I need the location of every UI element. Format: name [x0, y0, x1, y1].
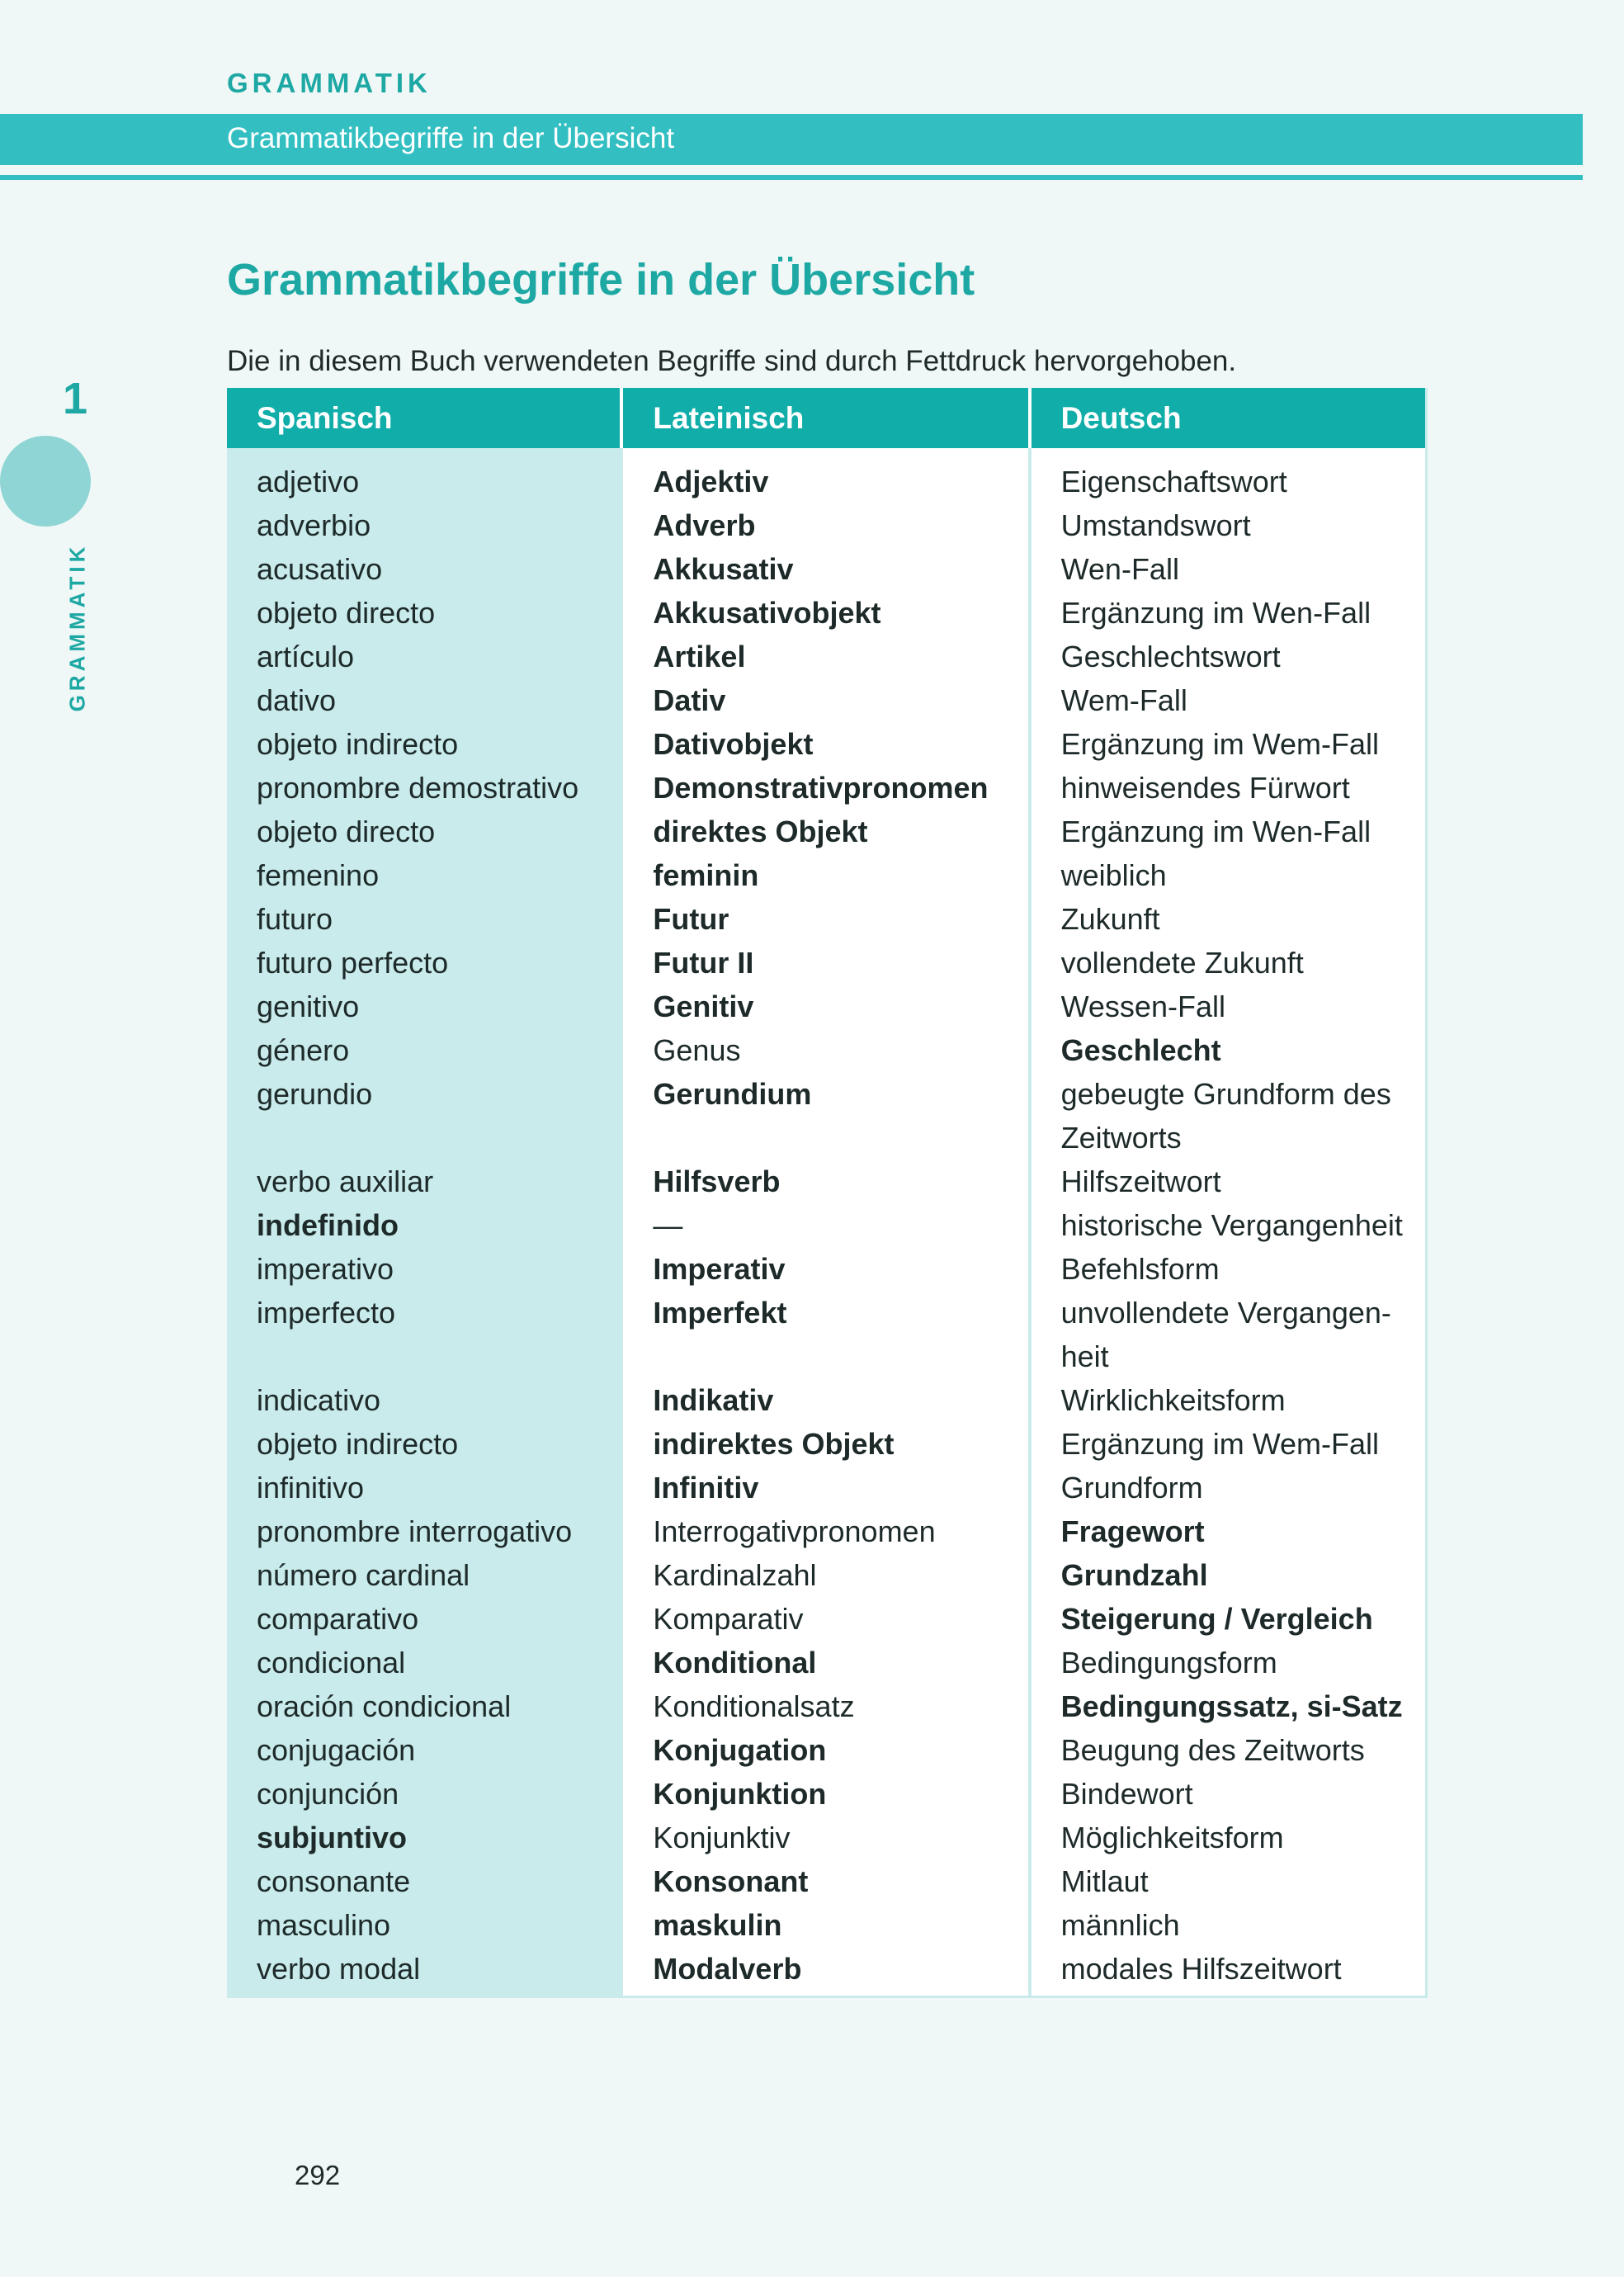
- intro-text: Die in diesem Buch verwendeten Begriffe sind durch Fettdruck hervorgehoben.: [227, 345, 1237, 377]
- cell-spanish: gerundio: [227, 1072, 621, 1160]
- cell-spanish: subjuntivo: [227, 1816, 621, 1859]
- cell-german: weiblich: [1030, 853, 1427, 897]
- cell-german: Bedingungsform: [1030, 1641, 1427, 1684]
- cell-latin: Dativobjekt: [621, 722, 1029, 766]
- cell-german: Eigenschaftswort: [1030, 448, 1427, 503]
- cell-latin: Konjunktion: [621, 1772, 1029, 1816]
- cell-spanish: conjugación: [227, 1728, 621, 1772]
- cell-latin: Hilfsverb: [621, 1160, 1029, 1203]
- cell-german: historische Vergangenheit: [1030, 1203, 1427, 1247]
- cell-spanish: imperfecto: [227, 1291, 621, 1378]
- cell-latin: Indikativ: [621, 1378, 1029, 1422]
- cell-spanish: futuro: [227, 897, 621, 941]
- table-row: [227, 1553, 1427, 1597]
- cell-spanish: infinitivo: [227, 1466, 621, 1509]
- cell-spanish: futuro perfecto: [227, 941, 621, 985]
- cell-spanish: adjetivo: [227, 448, 621, 503]
- chapter-number: 1: [63, 374, 88, 423]
- cell-latin: Futur II: [621, 941, 1029, 985]
- cell-german: Wem-Fall: [1030, 678, 1427, 722]
- cell-latin: Demonstrativpronomen: [621, 766, 1029, 810]
- cell-spanish: adverbio: [227, 503, 621, 547]
- cell-german: hinweisendes Fürwort: [1030, 766, 1427, 810]
- table-body: [227, 448, 1427, 1997]
- cell-german: Bindewort: [1030, 1772, 1427, 1816]
- cell-latin: Genus: [621, 1028, 1029, 1072]
- cell-german: Bedingungssatz, si-Satz: [1030, 1684, 1427, 1728]
- table-row: [227, 722, 1427, 766]
- table-row: [227, 1684, 1427, 1728]
- table-row: [227, 1203, 1427, 1247]
- cell-latin: maskulin: [621, 1903, 1029, 1947]
- cell-latin: —: [621, 1203, 1029, 1247]
- table-header-row: [227, 388, 1427, 448]
- cell-german: Fragewort: [1030, 1509, 1427, 1553]
- cell-german: Zukunft: [1030, 897, 1427, 941]
- cell-german: Befehlsform: [1030, 1247, 1427, 1291]
- table-row: [227, 1422, 1427, 1466]
- cell-latin: Akkusativ: [621, 547, 1029, 591]
- table-row: [227, 635, 1427, 678]
- cell-latin: Adverb: [621, 503, 1029, 547]
- cell-spanish: acusativo: [227, 547, 621, 591]
- header-rule: [0, 175, 1583, 180]
- cell-german: männlich: [1030, 1903, 1427, 1947]
- cell-german: vollendete Zukunft: [1030, 941, 1427, 985]
- cell-german: Ergänzung im Wen-Fall: [1030, 810, 1427, 853]
- cell-latin: Imperativ: [621, 1247, 1029, 1291]
- cell-spanish: condicional: [227, 1641, 621, 1684]
- table-row: [227, 503, 1427, 547]
- table-row: [227, 1028, 1427, 1072]
- table-row: [227, 547, 1427, 591]
- cell-latin: Modalverb: [621, 1947, 1029, 1997]
- cell-spanish: dativo: [227, 678, 621, 722]
- cell-spanish: masculino: [227, 1903, 621, 1947]
- side-section-label: GRAMMATIK: [64, 542, 90, 712]
- cell-german: Möglichkeitsform: [1030, 1816, 1427, 1859]
- cell-spanish: oración condicional: [227, 1684, 621, 1728]
- table-row: [227, 1641, 1427, 1684]
- table-row: [227, 1072, 1427, 1160]
- table-row: [227, 941, 1427, 985]
- cell-spanish: indicativo: [227, 1378, 621, 1422]
- table-row: [227, 1509, 1427, 1553]
- table-row: [227, 1728, 1427, 1772]
- cell-latin: Interrogativpronomen: [621, 1509, 1029, 1553]
- cell-spanish: objeto indirecto: [227, 1422, 621, 1466]
- table-row: [227, 810, 1427, 853]
- table-row: [227, 1816, 1427, 1859]
- table-row: [227, 1291, 1427, 1378]
- page-number: 292: [295, 2160, 341, 2190]
- cell-latin: Kardinalzahl: [621, 1553, 1029, 1597]
- cell-spanish: número cardinal: [227, 1553, 621, 1597]
- table-row: [227, 678, 1427, 722]
- cell-latin: Dativ: [621, 678, 1029, 722]
- cell-spanish: conjunción: [227, 1772, 621, 1816]
- cell-german: Geschlecht: [1030, 1028, 1427, 1072]
- cell-latin: Futur: [621, 897, 1029, 941]
- header-bar: [0, 114, 1583, 165]
- cell-latin: Adjektiv: [621, 448, 1029, 503]
- cell-latin: Akkusativobjekt: [621, 591, 1029, 635]
- cell-german: Wen-Fall: [1030, 547, 1427, 591]
- table-row: [227, 853, 1427, 897]
- cell-german: Hilfszeitwort: [1030, 1160, 1427, 1203]
- table-row: [227, 897, 1427, 941]
- table-row: [227, 1903, 1427, 1947]
- cell-latin: feminin: [621, 853, 1029, 897]
- cell-german: Wirklichkeitsform: [1030, 1378, 1427, 1422]
- page-title: Grammatikbegriffe in der Übersicht: [227, 255, 975, 305]
- cell-spanish: genitivo: [227, 985, 621, 1028]
- table-row: [227, 766, 1427, 810]
- cell-spanish: pronombre interrogativo: [227, 1509, 621, 1553]
- cell-german: Grundzahl: [1030, 1553, 1427, 1597]
- table-row: [227, 1859, 1427, 1903]
- cell-latin: Konditional: [621, 1641, 1029, 1684]
- cell-german: Steigerung / Vergleich: [1030, 1597, 1427, 1641]
- column-header-german: Deutsch: [1030, 388, 1427, 448]
- cell-latin: Artikel: [621, 635, 1029, 678]
- cell-spanish: género: [227, 1028, 621, 1072]
- cell-spanish: objeto directo: [227, 591, 621, 635]
- grammar-terms-table: [227, 388, 1428, 1998]
- cell-german: Grundform: [1030, 1466, 1427, 1509]
- cell-latin: Imperfekt: [621, 1291, 1029, 1378]
- cell-german: Umstandswort: [1030, 503, 1427, 547]
- table-row: [227, 591, 1427, 635]
- cell-latin: Genitiv: [621, 985, 1029, 1028]
- cell-german: Ergänzung im Wen-Fall: [1030, 591, 1427, 635]
- cell-latin: Gerundium: [621, 1072, 1029, 1160]
- table-row: [227, 1378, 1427, 1422]
- cell-spanish: femenino: [227, 853, 621, 897]
- cell-spanish: objeto directo: [227, 810, 621, 853]
- cell-latin: Konjugation: [621, 1728, 1029, 1772]
- cell-german: modales Hilfszeitwort: [1030, 1947, 1427, 1997]
- cell-latin: direktes Objekt: [621, 810, 1029, 853]
- table-row: [227, 1160, 1427, 1203]
- cell-german: Geschlechtswort: [1030, 635, 1427, 678]
- cell-german: Ergänzung im Wem-Fall: [1030, 1422, 1427, 1466]
- cell-german: Mitlaut: [1030, 1859, 1427, 1903]
- cell-spanish: objeto indirecto: [227, 722, 621, 766]
- cell-spanish: comparativo: [227, 1597, 621, 1641]
- cell-latin: indirektes Objekt: [621, 1422, 1029, 1466]
- cell-spanish: verbo auxiliar: [227, 1160, 621, 1203]
- table-row: [227, 1597, 1427, 1641]
- cell-german: Beugung des Zeitworts: [1030, 1728, 1427, 1772]
- cell-german: Ergänzung im Wem-Fall: [1030, 722, 1427, 766]
- table-row: [227, 1247, 1427, 1291]
- table-row: [227, 985, 1427, 1028]
- cell-spanish: verbo modal: [227, 1947, 621, 1997]
- column-header-spanish: Spanisch: [227, 388, 621, 448]
- cell-german: gebeugte Grundform des Zeitworts: [1030, 1072, 1427, 1160]
- table-row: [227, 448, 1427, 503]
- cell-latin: Komparativ: [621, 1597, 1029, 1641]
- cell-latin: Konsonant: [621, 1859, 1029, 1903]
- cell-german: unvollendete Vergangen-heit: [1030, 1291, 1427, 1378]
- table-row: [227, 1772, 1427, 1816]
- table-row: [227, 1947, 1427, 1997]
- cell-german: Wessen-Fall: [1030, 985, 1427, 1028]
- cell-latin: Konditionalsatz: [621, 1684, 1029, 1728]
- section-label: GRAMMATIK: [227, 68, 432, 98]
- cell-spanish: consonante: [227, 1859, 621, 1903]
- cell-latin: Konjunktiv: [621, 1816, 1029, 1859]
- cell-spanish: imperativo: [227, 1247, 621, 1291]
- cell-spanish: pronombre demostrativo: [227, 766, 621, 810]
- cell-spanish: indefinido: [227, 1203, 621, 1247]
- column-header-latin: Lateinisch: [621, 388, 1029, 448]
- cell-spanish: artículo: [227, 635, 621, 678]
- cell-latin: Infinitiv: [621, 1466, 1029, 1509]
- header-bar-title: Grammatikbegriffe in der Übersicht: [227, 122, 675, 154]
- chapter-tab-circle: [0, 436, 91, 527]
- table-row: [227, 1466, 1427, 1509]
